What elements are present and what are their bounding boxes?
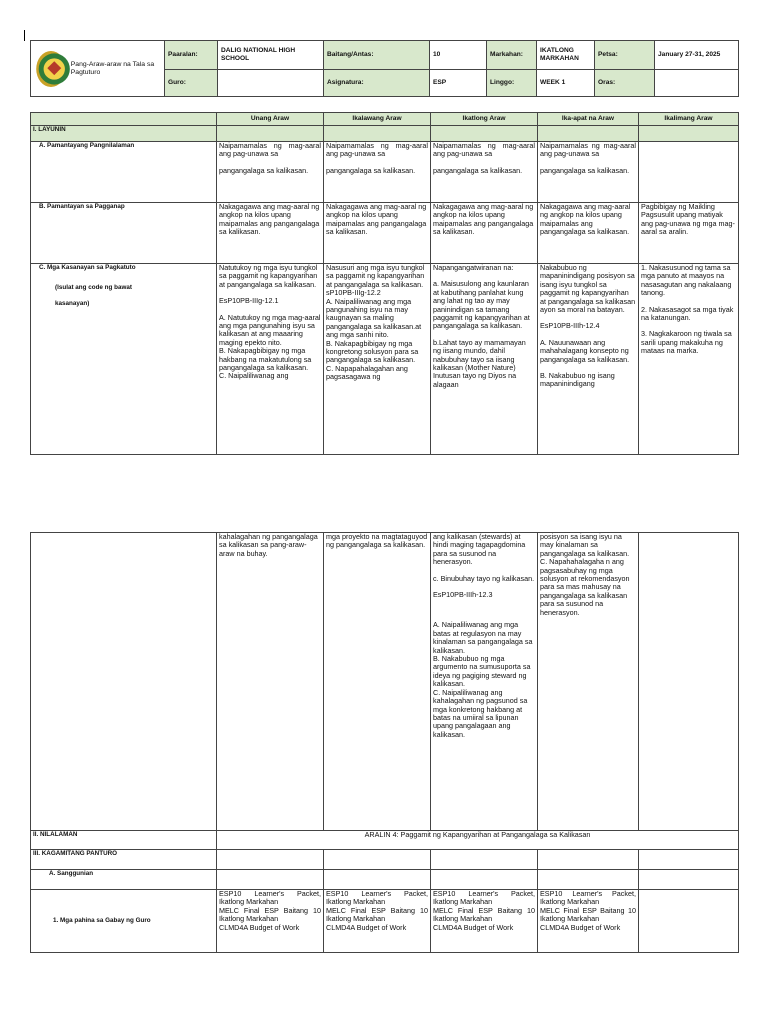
section-pamantayan-sa-pagganap: B. Pamantayan sa Pagganap	[31, 203, 217, 264]
paaralan-value: DALIG NATIONAL HIGH SCHOOL	[218, 41, 324, 70]
asignatura-value: ESP	[430, 70, 487, 97]
sanggunian-day4: ESP10 Learner's Packet, Ikatlong Markahan MELC Final ESP Baitang 10 Ikatlong Markahan CLMD4A Budget of Work	[538, 890, 639, 953]
pagganap-day4: Nakagagawa ang mag-aaral ng angkop na kilos upang maipamalas ang pangangalaga sa kalikasan.	[538, 203, 639, 264]
guro-label: Guro:	[165, 70, 218, 97]
pangnilalaman-day1: Naipamamalas ng mag-aaral ang pag-unawa sa pangangalaga sa kalikasan.	[217, 142, 324, 203]
kasanayan-cont-day3: ang kalikasan (stewards) at hindi maging tagapagdomina para sa susunod na henerasyon. c. Binubuhay tayo ng kalikasan. EsP10PB-IIIh-12.3 A. Naipaliliwanag ang mga batas at regulasyon na may kinalaman sa pangangalaga sa kalikasan. B. Nakabubuo ng mga argumento na sumusuporta sa ideya ng pagiging steward ng kalikasan. C. Naipaliliwanag ang kahalagahan ng pagsunod sa mga konkretong hakbang at batas na umiiral sa lipunan upang pangalagaan ang kalikasan.	[431, 533, 538, 831]
section-pamantayang-pangnilalaman: A. Pamantayang Pangnilalaman	[31, 142, 217, 203]
kasanayan-cont-label	[31, 533, 217, 831]
kasanayan-cont-day2: mga proyekto na magtataguyod ng pangangalaga sa kalikasan.	[324, 533, 431, 831]
header-table	[30, 40, 739, 97]
section-layunin: I. LAYUNIN	[31, 126, 217, 142]
sanggunian-day5	[639, 890, 739, 953]
day-header-1: Unang Araw	[217, 113, 324, 126]
markahan-label: Markahan:	[487, 41, 537, 70]
kasanayan-day3: Napangangatwiranan na: a. Maisusulong ang kaunlaran at kabutihang panlahat kung ang lahat ng tao ay may paninindigan sa tamang paggamit ng kapangyarihan at pangangalaga sa kalikasan. b.Lahat tayo ay mamamayan ng iisang mundo, dahil nabubuhay tayo sa iisang kalikasan (Mother Nature) Inutusan tayo ng Diyos na alagaan	[431, 264, 538, 455]
kasanayan-day2: Nasusuri ang mga isyu tungkol sa paggamit ng kapangyarihan at pangangalaga sa kalikasan. sP10PB-IIIg-12.2 A. Naipaliliwanag ang mga pangunahing isyu na may kaugnayan sa maling pangangalaga sa kalikasan.at ang mga sanhi nito. B. Nakapagbibigay ng mga kongretong solusyon para sa pangangalaga sa kalikasan. C. Napapahalagahan ang pagsasagawa ng	[324, 264, 431, 455]
logo-title-cell	[31, 41, 165, 97]
day-header-blank	[31, 113, 217, 126]
pangnilalaman-day5	[639, 142, 739, 203]
section-sanggunian: A. Sanggunian	[31, 870, 217, 890]
kasanayan-day4: Nakabubuo ng mapaninindigang posisyon sa isang isyu tungkol sa paggamit ng kapangyarihan at pangangalaga sa kalikasan ayon sa moral na batayan. EsP10PB-IIIh-12.4 A. Nauunawaan ang mahahalagang konsepto ng pangangalaga sa kalikasan. B. Nakabubuo ng isang mapaninindigang	[538, 264, 639, 455]
plan-table-part2	[30, 532, 739, 953]
school-seal-icon	[36, 50, 65, 86]
linggo-value: WEEK 1	[537, 70, 595, 97]
baitang-value: 10	[430, 41, 487, 70]
kasanayan-day1: Natutukoy ng mga isyu tungkol sa paggamit ng kapangyarihan at pangangalaga sa kalikasan. EsP10PB-IIIg-12.1 A. Natutukoy ng mga mag-aaral ang mga pangunahing isyu sa kalikasan at ang maaaring maging epekto nito. B. Nakapagbibigay ng mga hakbang na makatutulong sa pangangalaga sa kalikasan. C. Naipaliliwanag ang	[217, 264, 324, 455]
section-kagamitang-panturo: III. KAGAMITANG PANTURO	[31, 850, 217, 870]
nilalaman-value: ARALIN 4: Paggamit ng Kapangyarihan at Pangangalaga sa Kalikasan	[217, 831, 739, 850]
markahan-value: IKATLONG MARKAHAN	[537, 41, 595, 70]
paaralan-label: Paaralan:	[165, 41, 218, 70]
day-header-2: Ikalawang Araw	[324, 113, 431, 126]
pagganap-day2: Nakagagawa ang mag-aaral ng angkop na kilos upang maipamalas ang pangangalaga sa kalikasan.	[324, 203, 431, 264]
sanggunian-day1: ESP10 Learner's Packet, Ikatlong Markahan MELC Final ESP Baitang 10 Ikatlong Markahan CLMD4A Budget of Work	[217, 890, 324, 953]
oras-label: Oras:	[595, 70, 655, 97]
plan-table-part1	[30, 112, 739, 455]
kasanayan-cont-day4: posisyon sa isang isyu na may kinalaman sa pangangalaga sa kalikasan. C. Napahahalagaha n ang pagsasabuhay ng mga solusyon at rekomendasyon para sa mas mahusay na pangangalaga sa kalikasan para sa susunod na henerasyon.	[538, 533, 639, 831]
petsa-label: Petsa:	[595, 41, 655, 70]
pagganap-day3: Nakagagawa ang mag-aaral ng angkop na kilos upang maipamalas ang pangangalaga sa kalikasan.	[431, 203, 538, 264]
pangnilalaman-day2: Naipamamalas ng mag-aaral ang pag-unawa sa pangangalaga sa kalikasan.	[324, 142, 431, 203]
sanggunian-day2: ESP10 Learner's Packet, Ikatlong Markahan MELC Final ESP Baitang 10 Ikatlong Markahan CLMD4A Budget of Work	[324, 890, 431, 953]
pagganap-day1: Nakagagawa ang mag-aaral ng angkop na kilos upang maipamalas ang pangangalaga sa kalikasan.	[217, 203, 324, 264]
baitang-label: Baitang/Antas:	[324, 41, 430, 70]
section-kasanayan: C. Mga Kasanayan sa Pagkatuto (Isulat ang code ng bawat kasanayan)	[31, 264, 217, 455]
petsa-value: January 27-31, 2025	[655, 41, 739, 70]
day-header-5: Ikalimang Araw	[639, 113, 739, 126]
text-cursor	[24, 30, 25, 41]
section-nilalaman: II. NILALAMAN	[31, 831, 217, 850]
guro-value	[218, 70, 324, 97]
oras-value	[655, 70, 739, 97]
doc-title: Pang-Araw-araw na Tala sa Pagtuturo	[70, 60, 155, 76]
pagganap-day5: Pagbibigay ng Maikling Pagsusulit upang matiyak ang pag-unawa ng mga mag-aaral sa aralin.	[639, 203, 739, 264]
kasanayan-cont-day1: kahalagahan ng pangangalaga sa kalikasan sa pang-araw-araw na buhay.	[217, 533, 324, 831]
day-header-3: Ikatlong Araw	[431, 113, 538, 126]
sanggunian-day3: ESP10 Learner's Packet, Ikatlong Markahan MELC Final ESP Baitang 10 Ikatlong Markahan CLMD4A Budget of Work	[431, 890, 538, 953]
linggo-label: Linggo:	[487, 70, 537, 97]
section-mga-pahina: 1. Mga pahina sa Gabay ng Guro	[31, 890, 217, 953]
pangnilalaman-day4: Naipamamalas ng mag-aaral ang pag-unawa sa pangangalaga sa kalikasan.	[538, 142, 639, 203]
day-header-4: Ika-apat na Araw	[538, 113, 639, 126]
kasanayan-day5: 1. Nakasusunod ng tama sa mga panuto at maayos na nasasagutan ang nakalaang tanong. 2. Nakasasagot sa mga tiyak na katanungan. 3. Nagkakaroon ng tiwala sa sarili upang makakuha ng mataas na marka.	[639, 264, 739, 455]
asignatura-label: Asignatura:	[324, 70, 430, 97]
kasanayan-cont-day5	[639, 533, 739, 831]
pangnilalaman-day3: Naipamamalas ng mag-aaral ang pag-unawa sa pangangalaga sa kalikasan.	[431, 142, 538, 203]
